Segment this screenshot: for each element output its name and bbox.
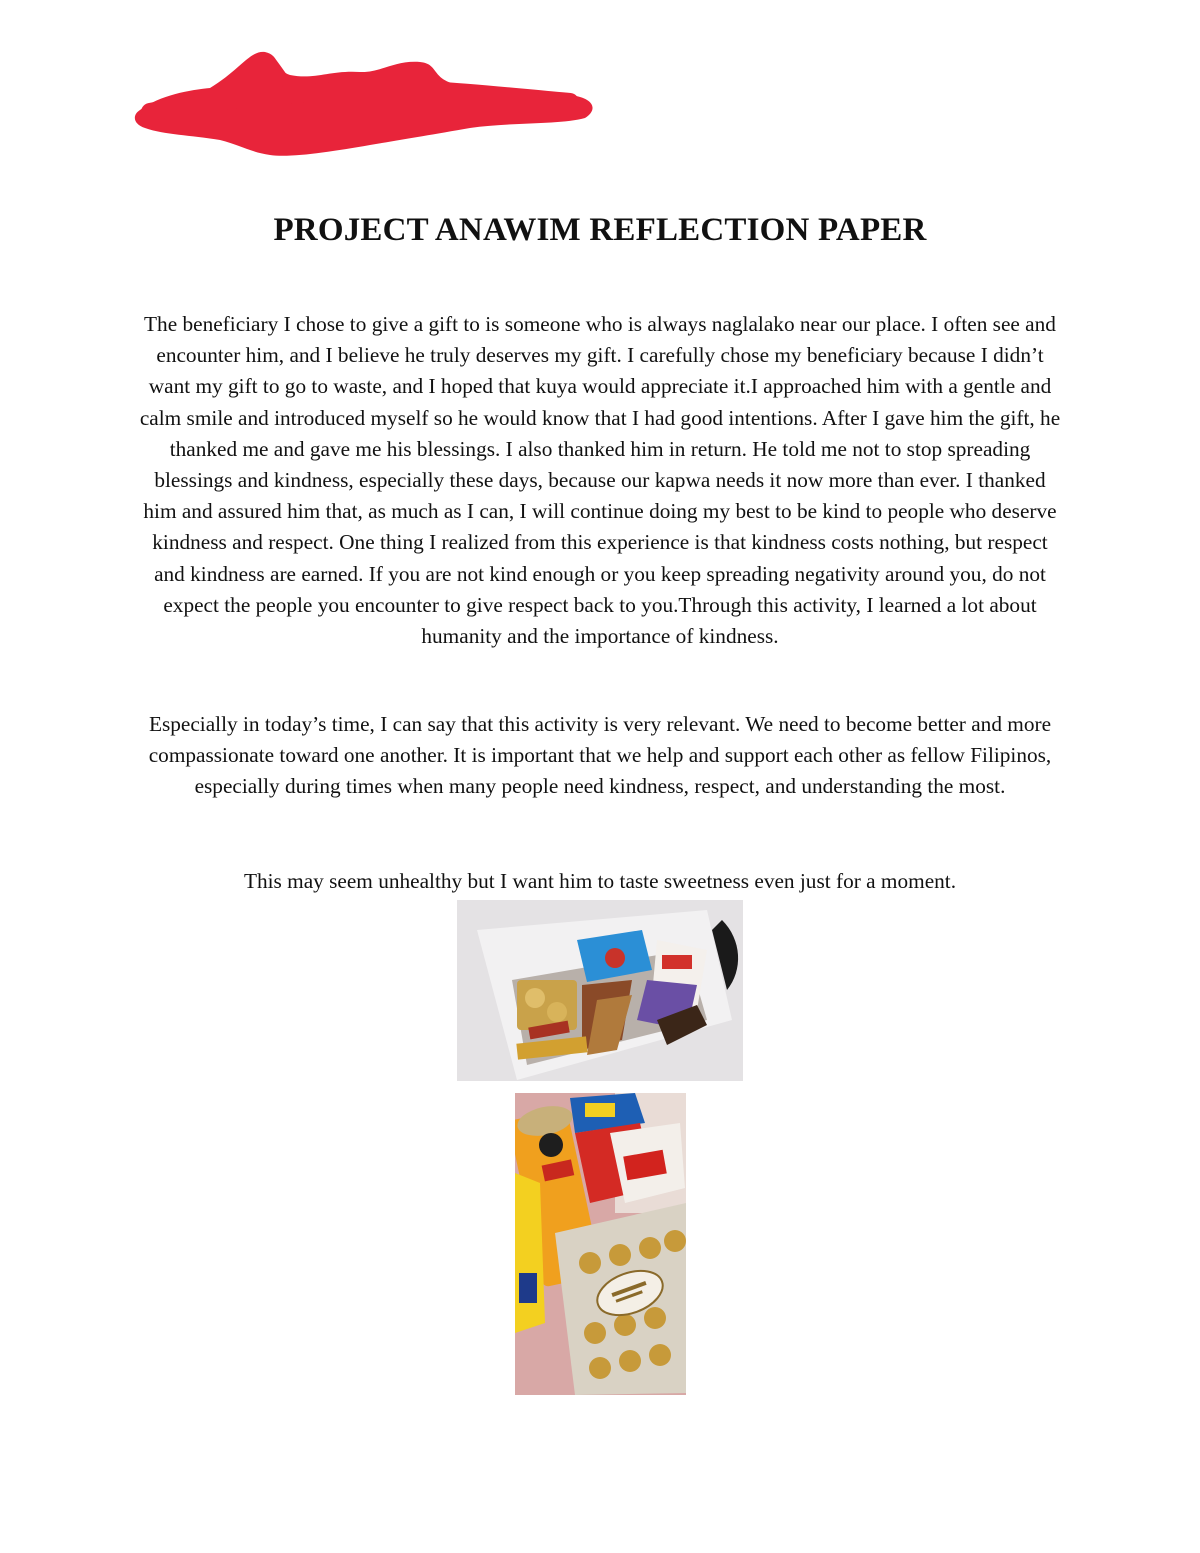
page-title: PROJECT ANAWIM REFLECTION PAPER	[273, 212, 927, 248]
reflection-paragraph-3: This may seem unhealthy but I want him to taste sweetness even just for a moment.	[243, 869, 957, 893]
snacks-and-ferrero-box-photo	[515, 1093, 686, 1395]
name-redaction-scribble	[130, 40, 600, 165]
reflection-paragraph-2: Especially in today’s time, I can say that this activity is very relevant. We need to become better and more compassionate toward one another. It is important that we help and support each other as fellow Filipinos, especially during times when many people need kindness, respect, and understanding the most.	[148, 712, 1052, 799]
reflection-paragraph-1: The beneficiary I chose to give a gift to is someone who is always naglalako near our place. I often see and encounter him, and I believe he truly deserves my gift. I carefully chose my beneficiary because I didn’t want my gift to go to waste, and I hoped that kuya would appreciate it.I approached him with a gentle and calm smile and introduced myself so he would know that I had good intentions. After I gave him the gift, he thanked me and gave me his blessings. I also thanked him in return. He told me not to stop spreading blessings and kindness, especially these days, because our kapwa needs it now more than ever. I thanked him and assured him that, as much as I can, I will continue doing my best to be kind to people who deserve kindness and respect. One thing I realized from this experience is that kindness costs nothing, but respect and kindness are earned. If you are not kind enough or you keep spreading negativity around you, do not expect the people you encounter to give respect back to you.Through this activity, I learned a lot about humanity and the importance of kindness.	[139, 312, 1061, 649]
bag-of-chocolates-photo	[457, 900, 743, 1081]
